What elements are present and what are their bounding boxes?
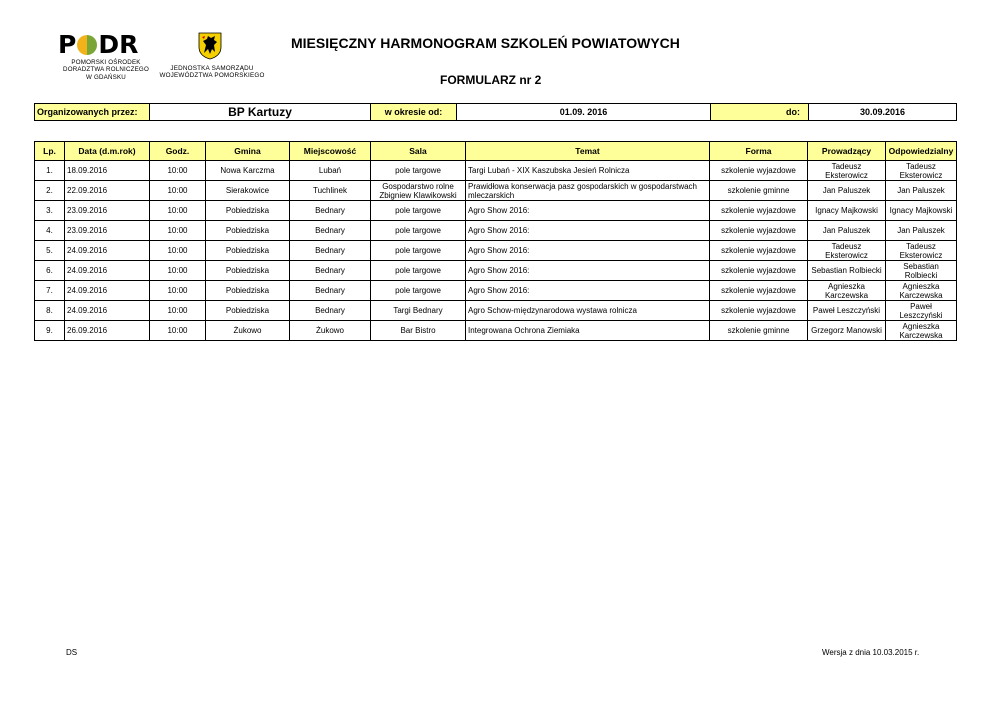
- footer-version: Wersja z dnia 10.03.2015 r.: [822, 648, 920, 657]
- js-logo: [150, 32, 274, 84]
- header-godz: Godz.: [150, 142, 206, 161]
- cell-lp: 4.: [35, 221, 65, 241]
- cell-miejscowosc: Tuchlinek: [290, 181, 371, 201]
- table-row: [35, 261, 957, 281]
- header-sala: Sala: [371, 142, 466, 161]
- cell-date: 24.09.2016: [65, 261, 150, 281]
- cell-time: 10:00: [150, 181, 206, 201]
- cell-sala: Bar Bistro: [371, 321, 466, 341]
- cell-temat: Agro Show 2016:: [466, 261, 710, 281]
- cell-sala: pole targowe: [371, 221, 466, 241]
- cell-odpowiedzialny: Agnieszka Karczewska: [886, 321, 957, 341]
- cell-time: 10:00: [150, 241, 206, 261]
- cell-forma: szkolenie wyjazdowe: [710, 161, 808, 181]
- cell-odpowiedzialny: Tadeusz Eksterowicz: [886, 241, 957, 261]
- cell-forma: szkolenie wyjazdowe: [710, 201, 808, 221]
- cell-sala: pole targowe: [371, 201, 466, 221]
- cell-lp: 1.: [35, 161, 65, 181]
- cell-sala: Gospodarstwo rolne Zbigniew Klawikowski: [371, 181, 466, 201]
- cell-date: 18.09.2016: [65, 161, 150, 181]
- cell-temat: Agro Show 2016:: [466, 241, 710, 261]
- cell-temat: Prawidłowa konserwacja pasz gospodarskich w gospodarstwach mleczarskich: [466, 181, 710, 201]
- cell-date: 24.09.2016: [65, 301, 150, 321]
- header-forma: Forma: [710, 142, 808, 161]
- cell-odpowiedzialny: Sebastian Rolbiecki: [886, 261, 957, 281]
- cell-time: 10:00: [150, 221, 206, 241]
- cell-prowadzacy: Grzegorz Manowski: [808, 321, 886, 341]
- cell-temat: Targi Lubań - XIX Kaszubska Jesień Rolnicza: [466, 161, 710, 181]
- cell-odpowiedzialny: Jan Paluszek: [886, 221, 957, 241]
- cell-miejscowosc: Bednary: [290, 301, 371, 321]
- header-miejscowosc: Miejscowość: [290, 142, 371, 161]
- cell-time: 10:00: [150, 281, 206, 301]
- table-row: [35, 281, 957, 301]
- cell-lp: 7.: [35, 281, 65, 301]
- cell-prowadzacy: Agnieszka Karczewska: [808, 281, 886, 301]
- cell-sala: Targi Bednary: [371, 301, 466, 321]
- header-prowadzacy: Prowadzący: [808, 142, 886, 161]
- cell-temat: Agro Show 2016:: [466, 281, 710, 301]
- table-row: [35, 201, 957, 221]
- cell-temat: Integrowana Ochrona Ziemiaka: [466, 321, 710, 341]
- cell-time: 10:00: [150, 261, 206, 281]
- schedule-body: [35, 161, 957, 341]
- cell-prowadzacy: Paweł Leszczyński: [808, 301, 886, 321]
- cell-gmina: Żukowo: [206, 321, 290, 341]
- cell-gmina: Sierakowice: [206, 181, 290, 201]
- cell-prowadzacy: Jan Paluszek: [808, 221, 886, 241]
- podr-subtitle: POMORSKI OŚRODEK DORADZTWA ROLNICZEGO W GDAŃSKU: [63, 59, 149, 81]
- cell-odpowiedzialny: Ignacy Majkowski: [886, 201, 957, 221]
- cell-gmina: Pobiedziska: [206, 201, 290, 221]
- cell-gmina: Pobiedziska: [206, 221, 290, 241]
- cell-temat: Agro Schow-międzynarodowa wystawa rolnicza: [466, 301, 710, 321]
- cell-time: 10:00: [150, 301, 206, 321]
- cell-forma: szkolenie wyjazdowe: [710, 221, 808, 241]
- table-row: [35, 161, 957, 181]
- cell-miejscowosc: Bednary: [290, 201, 371, 221]
- cell-date: 24.09.2016: [65, 281, 150, 301]
- period-to-label: do:: [711, 104, 809, 121]
- period-from-value: 01.09. 2016: [457, 104, 711, 121]
- cell-sala: pole targowe: [371, 261, 466, 281]
- table-row: [35, 181, 957, 201]
- cell-gmina: Pobiedziska: [206, 301, 290, 321]
- cell-date: 24.09.2016: [65, 241, 150, 261]
- cell-gmina: Pobiedziska: [206, 241, 290, 261]
- cell-miejscowosc: Bednary: [290, 281, 371, 301]
- cell-sala: pole targowe: [371, 161, 466, 181]
- header-odpowiedzialny: Odpowiedzialny: [886, 142, 957, 161]
- cell-temat: Agro Show 2016:: [466, 201, 710, 221]
- cell-lp: 5.: [35, 241, 65, 261]
- header-lp: Lp.: [35, 142, 65, 161]
- cell-date: 26.09.2016: [65, 321, 150, 341]
- cell-lp: 2.: [35, 181, 65, 201]
- podr-logo: [58, 32, 154, 84]
- header-gmina: Gmina: [206, 142, 290, 161]
- organizer-value: BP Kartuzy: [150, 104, 371, 121]
- cell-gmina: Pobiedziska: [206, 281, 290, 301]
- cell-date: 22.09.2016: [65, 181, 150, 201]
- header-info-row: [35, 104, 957, 121]
- cell-miejscowosc: Lubań: [290, 161, 371, 181]
- period-from-label: w okresie od:: [371, 104, 457, 121]
- schedule-header-row: [35, 142, 957, 161]
- header-info-table: [34, 103, 957, 121]
- table-row: [35, 301, 957, 321]
- cell-lp: 3.: [35, 201, 65, 221]
- cell-lp: 8.: [35, 301, 65, 321]
- podr-wordmark: P DR: [58, 30, 139, 59]
- table-row: [35, 321, 957, 341]
- header-data: Data (d.m.rok): [65, 142, 150, 161]
- cell-lp: 9.: [35, 321, 65, 341]
- cell-time: 10:00: [150, 321, 206, 341]
- cell-gmina: Pobiedziska: [206, 261, 290, 281]
- form-number: FORMULARZ nr 2: [440, 73, 542, 87]
- cell-forma: szkolenie gminne: [710, 181, 808, 201]
- cell-miejscowosc: Bednary: [290, 261, 371, 281]
- cell-sala: pole targowe: [371, 241, 466, 261]
- table-row: [35, 221, 957, 241]
- cell-forma: szkolenie wyjazdowe: [710, 281, 808, 301]
- cell-time: 10:00: [150, 161, 206, 181]
- organizer-label: Organizowanych przez:: [35, 104, 150, 121]
- header-temat: Temat: [466, 142, 710, 161]
- cell-lp: 6.: [35, 261, 65, 281]
- cell-odpowiedzialny: Jan Paluszek: [886, 181, 957, 201]
- cell-forma: szkolenie wyjazdowe: [710, 241, 808, 261]
- page-title: MIESIĘCZNY HARMONOGRAM SZKOLEŃ POWIATOWYCH: [291, 35, 680, 51]
- cell-miejscowosc: Bednary: [290, 241, 371, 261]
- cell-forma: szkolenie gminne: [710, 321, 808, 341]
- griffin-crest-icon: [198, 32, 222, 60]
- cell-prowadzacy: Ignacy Majkowski: [808, 201, 886, 221]
- cell-odpowiedzialny: Paweł Leszczyński: [886, 301, 957, 321]
- js-logo-text: JEDNOSTKA SAMORZĄDU WOJEWÓDZTWA POMORSKIEGO: [159, 65, 265, 80]
- cell-forma: szkolenie wyjazdowe: [710, 301, 808, 321]
- cell-forma: szkolenie wyjazdowe: [710, 261, 808, 281]
- cell-prowadzacy: Tadeusz Eksterowicz: [808, 161, 886, 181]
- cell-date: 23.09.2016: [65, 221, 150, 241]
- cell-prowadzacy: Tadeusz Eksterowicz: [808, 241, 886, 261]
- podr-o-leaf-icon: [77, 35, 97, 55]
- cell-time: 10:00: [150, 201, 206, 221]
- period-to-value: 30.09.2016: [809, 104, 957, 121]
- cell-sala: pole targowe: [371, 281, 466, 301]
- cell-temat: Agro Show 2016:: [466, 221, 710, 241]
- cell-date: 23.09.2016: [65, 201, 150, 221]
- cell-odpowiedzialny: Tadeusz Eksterowicz: [886, 161, 957, 181]
- schedule-table: [34, 141, 957, 341]
- cell-miejscowosc: Bednary: [290, 221, 371, 241]
- cell-miejscowosc: Żukowo: [290, 321, 371, 341]
- cell-odpowiedzialny: Agnieszka Karczewska: [886, 281, 957, 301]
- cell-gmina: Nowa Karczma: [206, 161, 290, 181]
- footer-initials: DS: [66, 648, 78, 657]
- table-row: [35, 241, 957, 261]
- cell-prowadzacy: Sebastian Rolbiecki: [808, 261, 886, 281]
- cell-prowadzacy: Jan Paluszek: [808, 181, 886, 201]
